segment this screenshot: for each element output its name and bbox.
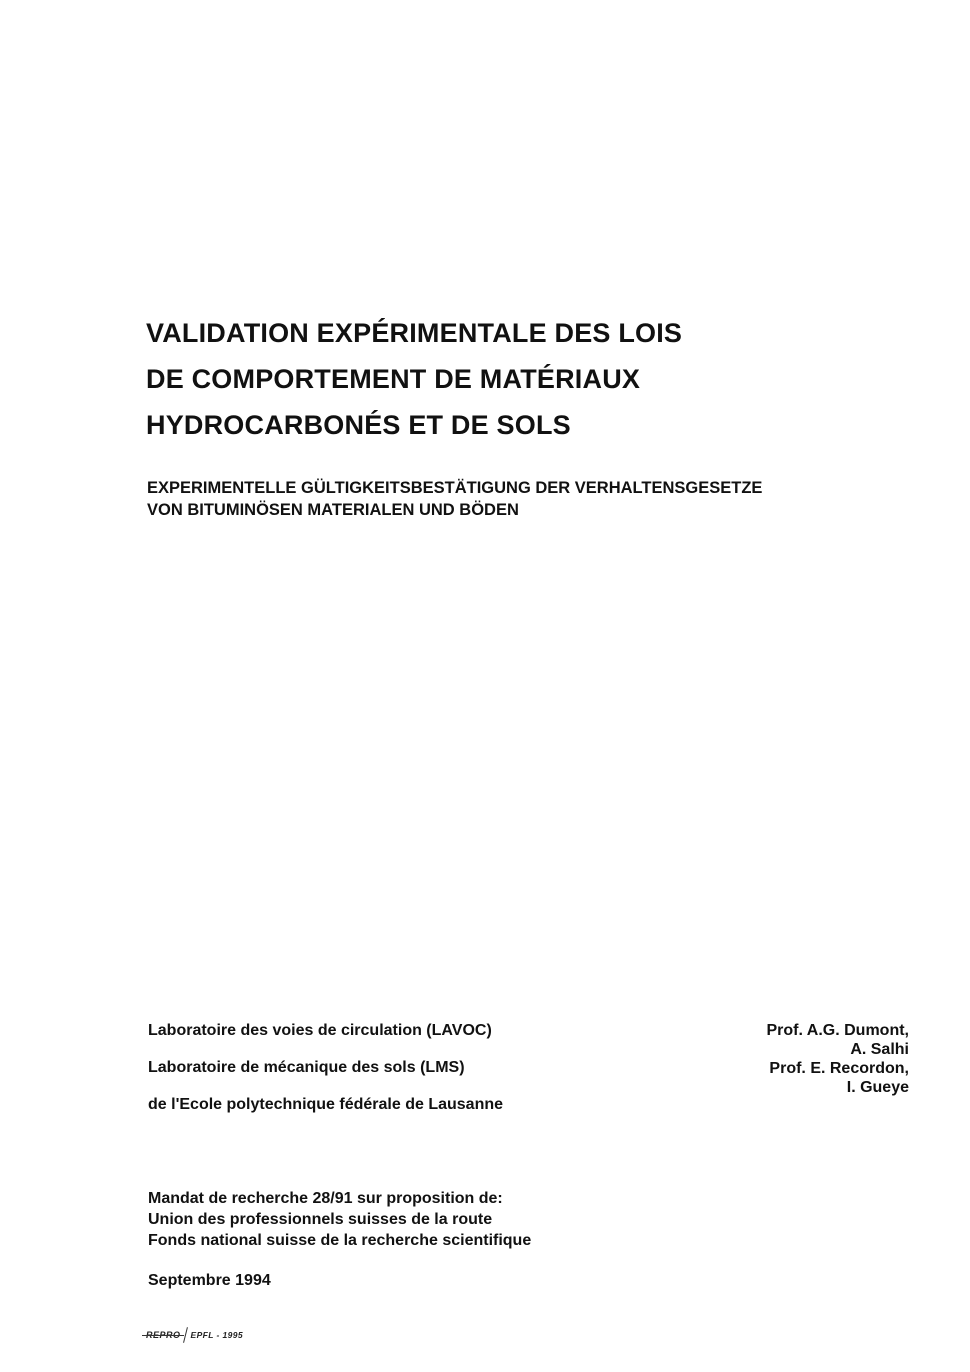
publication-date: Septembre 1994: [148, 1272, 271, 1289]
institution: de l'Ecole polytechnique fédérale de Lausanne: [148, 1096, 504, 1113]
mandate-line: Fonds national suisse de la recherche scientifique: [148, 1232, 532, 1249]
subtitle-line: EXPERIMENTELLE GÜLTIGKEITSBESTÄTIGUNG DER VERHALTENSGESETZE: [147, 479, 763, 497]
research-mandate: [148, 1188, 708, 1251]
mandate-line: Union des professionnels suisses de la route: [148, 1211, 493, 1228]
title-line: HYDROCARBONÉS ET DE SOLS: [146, 410, 571, 440]
title-line: VALIDATION EXPÉRIMENTALE DES LOIS: [146, 318, 683, 348]
author: A. Salhi: [850, 1041, 909, 1058]
document-title: [146, 310, 906, 448]
authors: [669, 1021, 909, 1097]
lab-lavoc: Laboratoire des voies de circulation (LAVOC): [148, 1022, 492, 1039]
mandate-line: Mandat de recherche 28/91 sur proposition de:: [148, 1190, 503, 1207]
author: I. Gueye: [846, 1079, 909, 1096]
document-subtitle: [147, 477, 907, 521]
footer-text: EPFL - 1995: [190, 1330, 243, 1340]
repro-logo: REPRO: [146, 1330, 181, 1340]
author: Prof. E. Recordon,: [769, 1060, 909, 1077]
print-footer: [146, 1327, 243, 1343]
lab-lms: Laboratoire de mécanique des sols (LMS): [148, 1059, 465, 1076]
subtitle-line: VON BITUMINÖSEN MATERIALEN UND BÖDEN: [147, 501, 519, 519]
author: Prof. A.G. Dumont,: [766, 1022, 909, 1039]
laboratories: [148, 1021, 668, 1132]
title-line: DE COMPORTEMENT DE MATÉRIAUX: [146, 364, 641, 394]
